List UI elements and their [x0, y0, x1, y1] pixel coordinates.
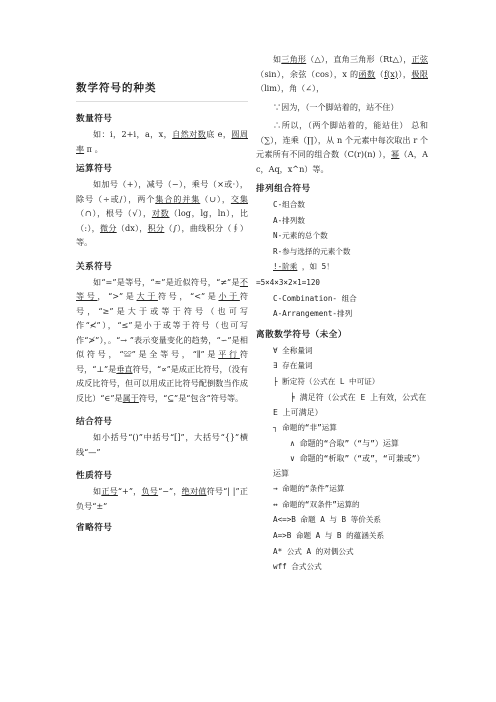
link-union[interactable]: 集合的并集	[155, 193, 201, 204]
link-not-equal[interactable]: 不等号	[76, 276, 248, 301]
list-item: ├ 断定符（公式在 L 中可证）	[273, 376, 380, 386]
heading-discrete: 离散数学符号（未全）	[256, 329, 347, 340]
list-item: R-参与选择的元素个数	[273, 246, 351, 256]
list-item: A-Arrangement-排列	[273, 309, 353, 319]
list-item: N-元素的总个数	[273, 231, 328, 241]
link-differential[interactable]: 微分	[99, 222, 117, 233]
para-quantity: 如：i，2+i，a，x，自然对数底 e，圆周率 π 。	[76, 129, 248, 154]
list-item: → 命题的“条件”运算	[273, 484, 345, 494]
list-item: C-Combination- 组合	[273, 293, 357, 303]
heading-permutation: 排列组合符号	[256, 184, 311, 194]
link-belongs[interactable]: 属于	[122, 392, 139, 403]
page-title: 数学符号的种类	[76, 80, 248, 102]
para-omission-cont: 如三角形（△），直角三角形（Rt△），正弦（sin），余弦（cos），x 的函数（f(x)），极限（lim），角（∠），	[256, 54, 428, 93]
list-item: ∧ 命题的“合取”（“与”）运算	[290, 438, 399, 448]
list-item: A=>B 命题 A 与 B 的蕴涵关系	[273, 530, 385, 540]
list-item: ┐ 命题的“非”运算	[273, 422, 337, 432]
list-item: A-排列数	[273, 215, 305, 225]
heading-omission: 省略符号	[76, 523, 113, 533]
heading-quantity: 数量符号	[76, 114, 113, 124]
link-perpendicular[interactable]: 垂直	[116, 363, 133, 374]
list-item: ╞ 满足符（公式在 E 上有效，公式在 E 上可满足）	[273, 392, 427, 417]
link-function[interactable]: 函数	[358, 68, 376, 79]
link-negative[interactable]: 负号	[141, 486, 159, 496]
para-therefore: ∴所以，（两个脚站着的，能站住） 总和（∑），连乘（∏），从 n 个元素中每次取出 r 个元素所有不同的组合数（C(r)(n) ），幂（A，Ac，Aq，x^n）等。	[256, 120, 428, 174]
list-item: A* 公式 A 的对偶公式	[273, 546, 354, 556]
left-column	[76, 80, 248, 536]
heading-relation: 关系符号	[76, 261, 113, 272]
link-sine[interactable]: 正弦	[411, 54, 428, 64]
list-item: wff 合式公式	[273, 562, 322, 572]
link-factorial[interactable]: !-阶乘	[273, 262, 298, 272]
link-power[interactable]: 幂	[391, 149, 400, 159]
list-item: =5×4×3×2×1=120	[256, 277, 321, 287]
para-nature: 如正号“+”，负号“−”，绝对值符号“| |”正负号“±”	[76, 486, 248, 511]
link-positive[interactable]: 正号	[101, 486, 118, 496]
link-intersection[interactable]: 交集	[230, 193, 248, 204]
link-absolute[interactable]: 绝对值	[181, 486, 207, 496]
link-greater[interactable]: 大于	[136, 291, 158, 301]
link-integral[interactable]: 积分	[147, 222, 165, 233]
link-limit[interactable]: 极限	[411, 68, 428, 79]
list-item: ∀ 全称量词	[273, 345, 313, 355]
para-relation: 如“=”是等号，“≈”是近似符号，“≠”是不等号，“>”是大于符号，“<”是小于符号，“≥”是大于或等于符号（也可写作“≮”），“≤”是小于或等于符号（也可写作“≯”），。“→ ”表示变量变化的趋势，“∽”是相似符号，“≌”是全等号，“∥”是平行符号，“⊥”是垂直符号，“∝”是成正比符号，（没有成反比符号，但可以用成正比符号配倒数当作成反比）“∈”是属于符号，“⊆”是“包含”符号等。	[76, 276, 248, 403]
list-item: A<=>B 命题 A 与 B 等价关系	[273, 515, 382, 525]
heading-operation: 运算符号	[76, 164, 113, 174]
heading-nature: 性质符号	[76, 471, 113, 481]
link-log[interactable]: 对数	[151, 208, 170, 218]
link-fx[interactable]: f(x)	[384, 68, 398, 79]
list-item: ∃ 存在量词	[273, 361, 313, 371]
logic-list	[256, 343, 428, 575]
link-parallel[interactable]: 平行	[218, 349, 240, 359]
link-triangle[interactable]: 三角形	[281, 54, 307, 64]
para-grouping: 如小括号“()”中括号“[]”，大括号“{}”横线“—”	[76, 432, 248, 457]
list-item: ∨ 命题的“析取”（“或”，“可兼或”）运算	[273, 453, 425, 478]
list-item: ↔ 命题的“双条件”运算的	[273, 499, 360, 509]
right-column	[256, 52, 428, 575]
list-item: !-阶乘 ，如 5！	[273, 262, 334, 272]
para-because: ∵因为，（一个脚站着的，站不住）	[273, 101, 399, 112]
list-item: C-组合数	[273, 200, 305, 209]
heading-grouping: 结合符号	[76, 417, 113, 427]
link-natural-log[interactable]: 自然对数	[172, 129, 207, 139]
link-less[interactable]: 小于	[218, 291, 240, 301]
para-operation: 如加号（+），减号（−），乘号（×或·），除号（÷或/），两个集合的并集（∪），交集（∩），根号（√），对数（log，lg，ln），比（:），微分（dx），积分（∫），曲线积分（∮）等。	[76, 179, 248, 247]
link-pi[interactable]: 圆周率	[76, 129, 248, 154]
perm-list	[256, 197, 428, 322]
